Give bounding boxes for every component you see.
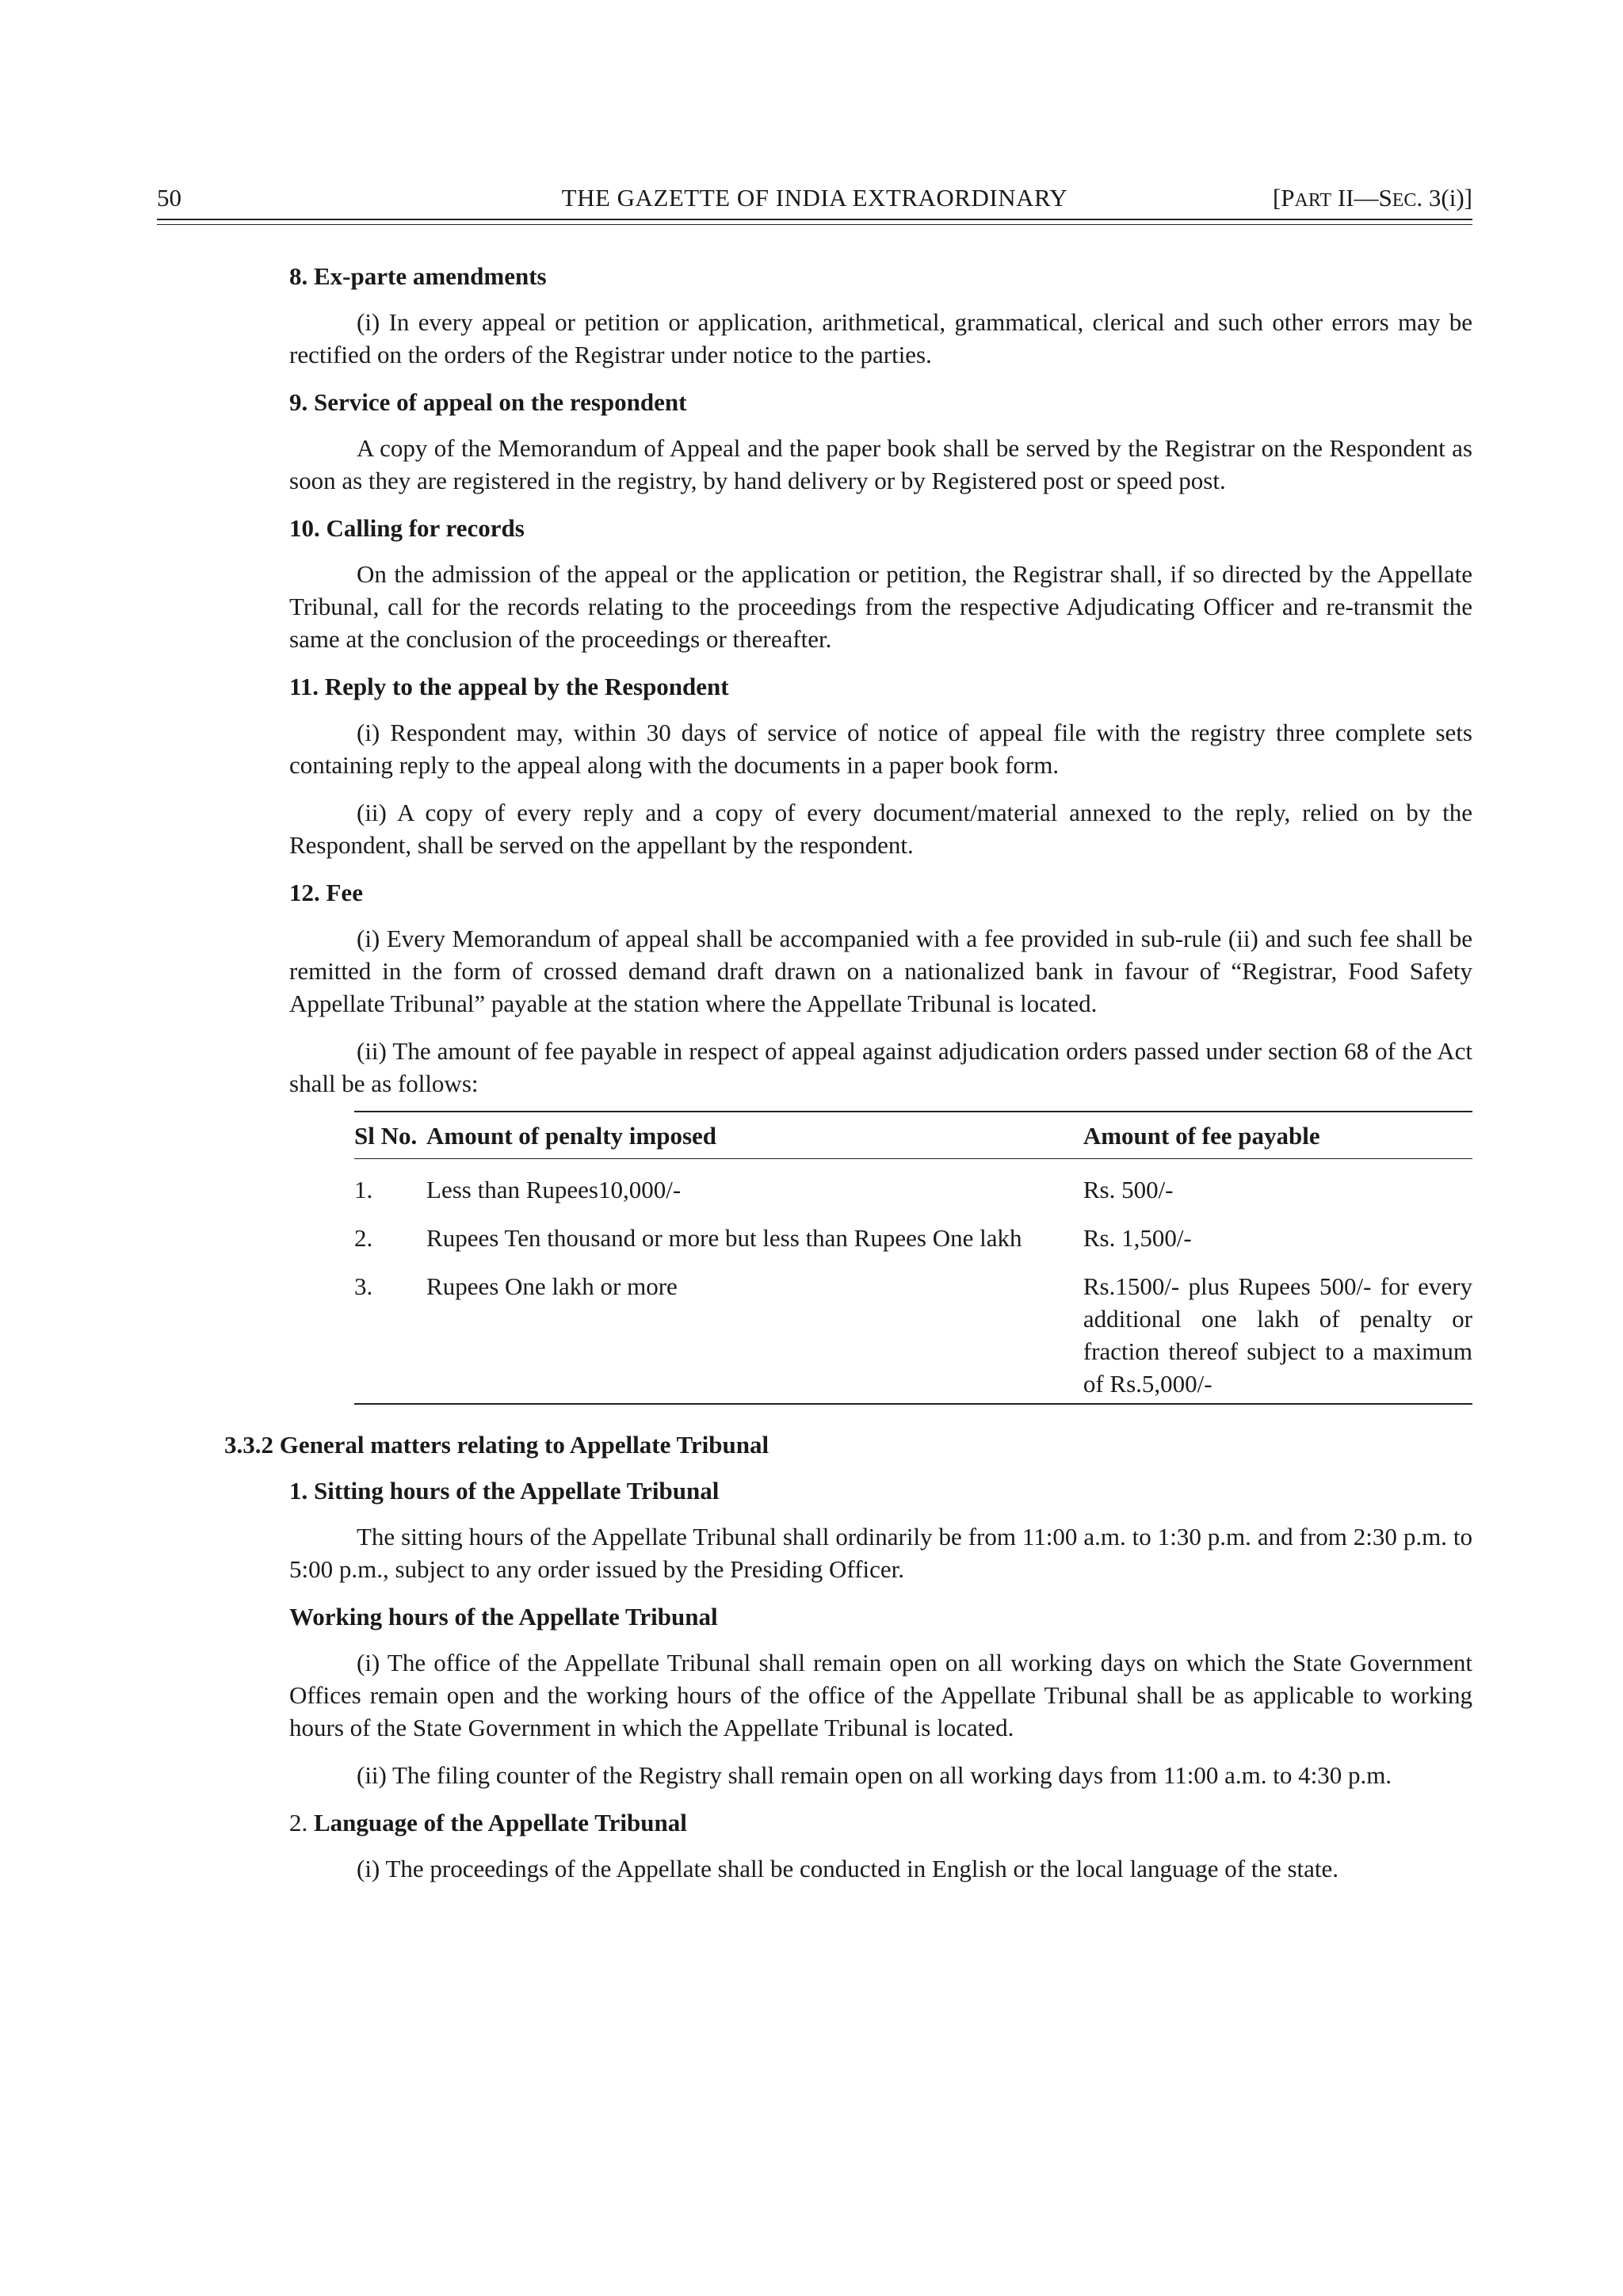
header-rule-thick [157, 219, 1472, 220]
header-rule-thin [157, 224, 1472, 225]
col-header-penalty: Amount of penalty imposed [426, 1122, 717, 1150]
section-11-heading: 11. Reply to the appeal by the Respondent [289, 673, 729, 700]
fee-table-header-row [354, 1112, 1472, 1159]
cell-penalty: Rupees One lakh or more [426, 1272, 678, 1300]
col-header-fee: Amount of fee payable [1083, 1122, 1320, 1150]
language-heading: 2. Language of the Appellate Tribunal [289, 1809, 687, 1836]
gazette-title: THE GAZETTE OF INDIA EXTRAORDINARY [561, 184, 1068, 212]
col-header-sl-no: Sl No. [354, 1122, 418, 1150]
table-row [354, 1270, 1472, 1404]
sitting-hours-para-1: The sitting hours of the Appellate Tribunal shall ordinarily be from 11:00 a.m. to 1:30 p.m. and from 2:30 p.m. to 5:00 p.m., subject to any order issued by the Presiding Officer. [289, 1523, 1472, 1583]
working-hours-heading: Working hours of the Appellate Tribunal [289, 1603, 718, 1630]
part-section-label: [PART II—SEC. 3(i)] [1272, 184, 1472, 212]
page-header [157, 181, 1472, 215]
cell-fee: Rs. 1,500/- [1083, 1224, 1192, 1252]
document-body [224, 260, 1472, 1900]
section-12-para-1: (i) Every Memorandum of appeal shall be accompanied with a fee provided in sub-rule (ii) and such fee shall be remitted in the form of crossed demand draft drawn on a nationalized bank in favour of “Registrar, Food Safety Appellate Tribunal” payable at the station where the Appellate Tribunal is located. [289, 925, 1472, 1017]
sitting-hours-heading: 1. Sitting hours of the Appellate Tribunal [289, 1477, 720, 1505]
cell-fee: Rs.1500/- plus Rupees 500/- for every additional one lakh of penalty or fraction thereof subject to a maximum of Rs.5,000/- [1083, 1272, 1472, 1398]
cell-sl-no: 1. [354, 1176, 373, 1203]
section-12-para-2: (ii) The amount of fee payable in respect of appeal against adjudication orders passed under section 68 of the Act shall be as follows: [289, 1037, 1472, 1097]
fee-table [354, 1111, 1472, 1405]
cell-sl-no: 3. [354, 1272, 373, 1300]
section-8-heading: 8. Ex-parte amendments [289, 262, 547, 290]
page-number: 50 [157, 184, 181, 212]
general-matters-heading: 3.3.2 General matters relating to Appellate Tribunal [224, 1431, 769, 1459]
working-hours-para-1: (i) The office of the Appellate Tribunal shall remain open on all working days on which the State Government Offices remain open and the working hours of the office of the Appellate Tribunal shall be as applicable to working hours of the State Government in which the Appellate Tribunal is located. [289, 1649, 1472, 1741]
section-11-para-2: (ii) A copy of every reply and a copy of every document/material annexed to the reply, relied on by the Respondent, shall be served on the appellant by the respondent. [289, 799, 1472, 859]
table-row [354, 1159, 1472, 1222]
cell-penalty: Less than Rupees10,000/- [426, 1176, 682, 1203]
section-10-heading: 10. Calling for records [289, 514, 525, 542]
section-9-heading: 9. Service of appeal on the respondent [289, 388, 687, 416]
table-row [354, 1222, 1472, 1270]
section-12-heading: 12. Fee [289, 879, 363, 906]
cell-sl-no: 2. [354, 1224, 373, 1252]
section-9-para-1: A copy of the Memorandum of Appeal and the paper book shall be served by the Registrar on the Respondent as soon as they are registered in the registry, by hand delivery or by Registered post or speed post. [289, 434, 1472, 494]
cell-penalty: Rupees Ten thousand or more but less than Rupees One lakh [426, 1224, 1022, 1252]
section-11-para-1: (i) Respondent may, within 30 days of service of notice of appeal file with the registry three complete sets containing reply to the appeal along with the documents in a paper book form. [289, 719, 1472, 779]
working-hours-para-2: (ii) The filing counter of the Registry shall remain open on all working days from 11:00 a.m. to 4:30 p.m. [357, 1761, 1392, 1789]
cell-fee: Rs. 500/- [1083, 1176, 1174, 1203]
section-8-para-1: (i) In every appeal or petition or application, arithmetical, grammatical, clerical and such other errors may be rectified on the orders of the Registrar under notice to the parties. [289, 308, 1472, 368]
language-para-1: (i) The proceedings of the Appellate shall be conducted in English or the local language of the state. [357, 1855, 1339, 1882]
section-10-para-1: On the admission of the appeal or the application or petition, the Registrar shall, if so directed by the Appellate Tribunal, call for the records relating to the proceedings from the respective Adjudicating Officer and re-transmit the same at the conclusion of the proceedings or thereafter. [289, 560, 1472, 653]
